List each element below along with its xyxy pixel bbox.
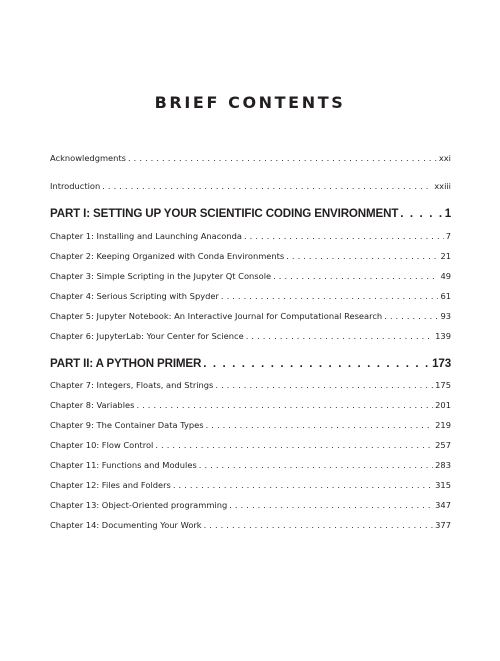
toc-entry-label: Chapter 2: Keeping Organized with Conda Environments [50, 251, 285, 261]
toc-part-1[interactable] [50, 207, 451, 221]
dot-leader [221, 290, 439, 302]
dot-leader [204, 519, 434, 531]
toc-entry-label: Chapter 13: Object-Oriented programming [50, 500, 228, 510]
dot-leader [203, 357, 430, 371]
toc-entry-label: Chapter 11: Functions and Modules [50, 460, 197, 470]
toc-entry-page: 93 [440, 311, 451, 321]
toc-entry-page: 377 [435, 520, 451, 530]
toc-entry-label: Introduction [50, 181, 101, 191]
toc-entry-page: 347 [435, 500, 451, 510]
toc-entry-chapter-14[interactable] [50, 519, 451, 531]
dot-leader [173, 479, 433, 491]
toc-part-label: PART I: SETTING UP YOUR SCIENTIFIC CODING ENVIRONMENT [50, 207, 399, 220]
dot-leader [136, 399, 433, 411]
dot-leader [102, 180, 432, 192]
toc-entry-chapter-4[interactable] [50, 290, 451, 302]
toc-entry-chapter-11[interactable] [50, 459, 451, 471]
toc-entry-page: xxi [438, 153, 451, 163]
toc-entry-chapter-10[interactable] [50, 439, 451, 451]
toc-entry-page: 219 [435, 420, 451, 430]
page-title: BRIEF CONTENTS [154, 93, 346, 112]
toc-entry-label: Chapter 5: Jupyter Notebook: An Interactive Journal for Computational Research [50, 311, 383, 321]
toc-entry-page: 257 [435, 440, 451, 450]
toc-entry-label: Chapter 3: Simple Scripting in the Jupyter Qt Console [50, 271, 272, 281]
toc-entry-page: 21 [440, 251, 451, 261]
dot-leader [199, 459, 433, 471]
toc-entry-chapter-8[interactable] [50, 399, 451, 411]
toc-entry-page: 201 [435, 400, 451, 410]
toc-entry-label: Chapter 1: Installing and Launching Anaconda [50, 231, 242, 241]
toc-entry-label: Chapter 9: The Container Data Types [50, 420, 204, 430]
dot-leader [215, 379, 433, 391]
toc-entry-label: Chapter 8: Variables [50, 400, 135, 410]
dot-leader [286, 250, 438, 262]
toc-entry-chapter-6[interactable] [50, 330, 451, 342]
toc-entry-chapter-13[interactable] [50, 499, 451, 511]
toc-entry-label: Chapter 12: Files and Folders [50, 480, 171, 490]
toc-entry-label: Chapter 10: Flow Control [50, 440, 154, 450]
toc-entry-page: 7 [445, 231, 451, 241]
dot-leader [400, 207, 442, 221]
toc-entry-page: 283 [435, 460, 451, 470]
dot-leader [155, 439, 433, 451]
toc-entry-page: 49 [440, 271, 451, 281]
toc-entry-acknowledgments[interactable] [50, 152, 451, 164]
toc-entry-introduction[interactable] [50, 180, 451, 192]
toc-entry-chapter-12[interactable] [50, 479, 451, 491]
toc-entry-label: Chapter 6: JupyterLab: Your Center for Science [50, 331, 244, 341]
dot-leader [246, 330, 433, 342]
toc-part-label: PART II: A PYTHON PRIMER [50, 357, 202, 370]
toc-entry-page: 175 [435, 380, 451, 390]
dot-leader [206, 419, 434, 431]
dot-leader [244, 230, 444, 242]
toc-entry-label: Chapter 7: Integers, Floats, and Strings [50, 380, 214, 390]
toc-entry-label: Chapter 4: Serious Scripting with Spyder [50, 291, 219, 301]
toc-entry-chapter-3[interactable] [50, 270, 451, 282]
toc-entry-chapter-1[interactable] [50, 230, 451, 242]
dot-leader [229, 499, 433, 511]
dot-leader [273, 270, 438, 282]
toc-entry-page: 139 [435, 331, 451, 341]
toc-entry-page: 61 [440, 291, 451, 301]
toc-entry-page: xxiii [434, 181, 451, 191]
dot-leader [128, 152, 437, 164]
toc-entry-chapter-9[interactable] [50, 419, 451, 431]
toc-entry-chapter-5[interactable] [50, 310, 451, 322]
toc-part-page: 1 [444, 207, 451, 220]
toc-part-2[interactable] [50, 357, 451, 371]
toc-entry-page: 315 [435, 480, 451, 490]
toc-entry-chapter-2[interactable] [50, 250, 451, 262]
dot-leader [384, 310, 438, 322]
toc-entry-label: Chapter 14: Documenting Your Work [50, 520, 202, 530]
toc-entry-chapter-7[interactable] [50, 379, 451, 391]
toc-entry-label: Acknowledgments [50, 153, 126, 163]
toc-part-page: 173 [432, 357, 451, 370]
